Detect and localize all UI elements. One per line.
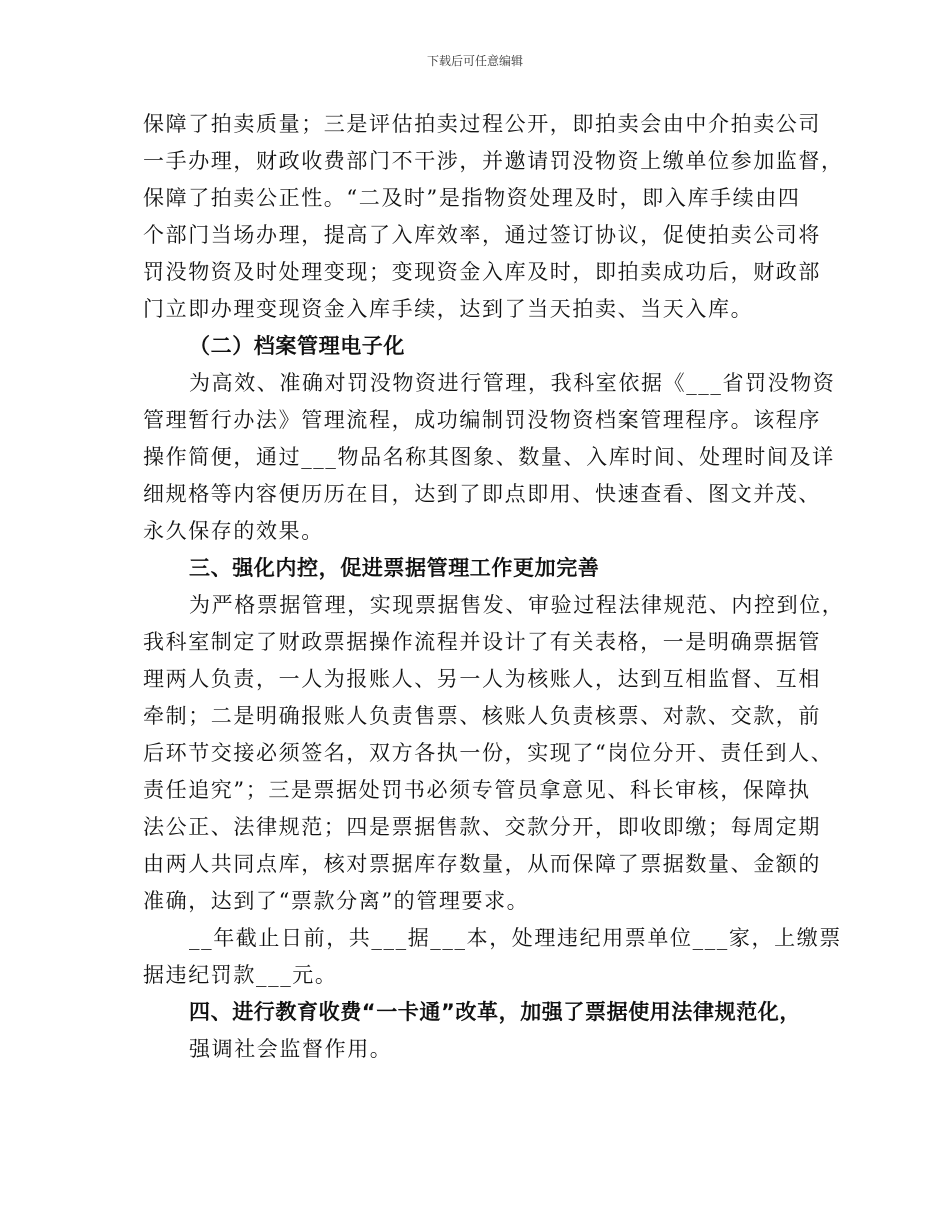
text-line: 理两人负责，一人为报账人、另一人为核账人，达到互相监督、互相	[143, 667, 821, 691]
text-line: 操作简便，通过___物品名称其图象、数量、入库时间、处理时间及详	[143, 445, 835, 469]
document-body	[143, 106, 845, 1068]
text-line: 据违纪罚款___元。	[143, 963, 338, 987]
text-line: 法公正、法律规范；四是票据售款、交款分开，即收即缴；每周定期	[143, 815, 821, 839]
text-line: 准确，达到了“票款分离”的管理要求。	[143, 889, 530, 913]
text-line: __年截止日前，共___据___本，处理违纪用票单位___家，上缴票	[189, 926, 842, 950]
text-line: 由两人共同点库，核对票据库存数量，从而保障了票据数量、金额的	[143, 852, 821, 876]
text-line: 门立即办理变现资金入库手续，达到了当天拍卖、当天入库。	[143, 297, 754, 321]
text-line: 我科室制定了财政票据操作流程并设计了有关表格，一是明确票据管	[143, 630, 821, 654]
text-line: 个部门当场办理，提高了入库效率，通过签订协议，促使拍卖公司将	[143, 223, 821, 247]
text-line: 责任追究”；三是票据处罚书必须专管员拿意见、科长审核，保障执	[143, 778, 811, 802]
section-heading: 三、强化内控，促进票据管理工作更加完善	[189, 556, 600, 580]
text-line: 牵制；二是明确报账人负责售票、核账人负责核票、对款、交款，前	[143, 704, 821, 728]
text-line: 永久保存的效果。	[143, 519, 324, 543]
text-line: 为高效、准确对罚没物资进行管理，我科室依据《___省罚没物资	[189, 371, 836, 395]
text-line: 罚没物资及时处理变现；变现资金入库及时，即拍卖成功后，财政部	[143, 260, 821, 284]
text-line: 后环节交接必须签名，双方各执一份，实现了“岗位分开、责任到人、	[143, 741, 834, 765]
text-line: 为严格票据管理，实现票据售发、审验过程法律规范、内控到位，	[189, 593, 845, 617]
text-line: 一手办理，财政收费部门不干涉，并邀请罚没物资上缴单位参加监督，	[143, 149, 844, 173]
text-line: 保障了拍卖质量；三是评估拍卖过程公开，即拍卖会由中介拍卖公司	[143, 112, 821, 136]
text-line: 细规格等内容便历历在目，达到了即点即用、快速查看、图文并茂、	[143, 482, 821, 506]
text-line: 保障了拍卖公正性。“二及时”是指物资处理及时，即入库手续由四	[143, 186, 801, 210]
section-heading: （二）档案管理电子化	[189, 334, 405, 358]
text-line: 强调社会监督作用。	[189, 1037, 393, 1061]
page-header: 下载后可任意编辑	[426, 54, 523, 68]
section-heading: 四、进行教育收费“一卡通”改革，加强了票据使用法律规范化，	[189, 1000, 802, 1024]
text-line: 管理暂行办法》管理流程，成功编制罚没物资档案管理程序。该程序	[143, 408, 821, 432]
